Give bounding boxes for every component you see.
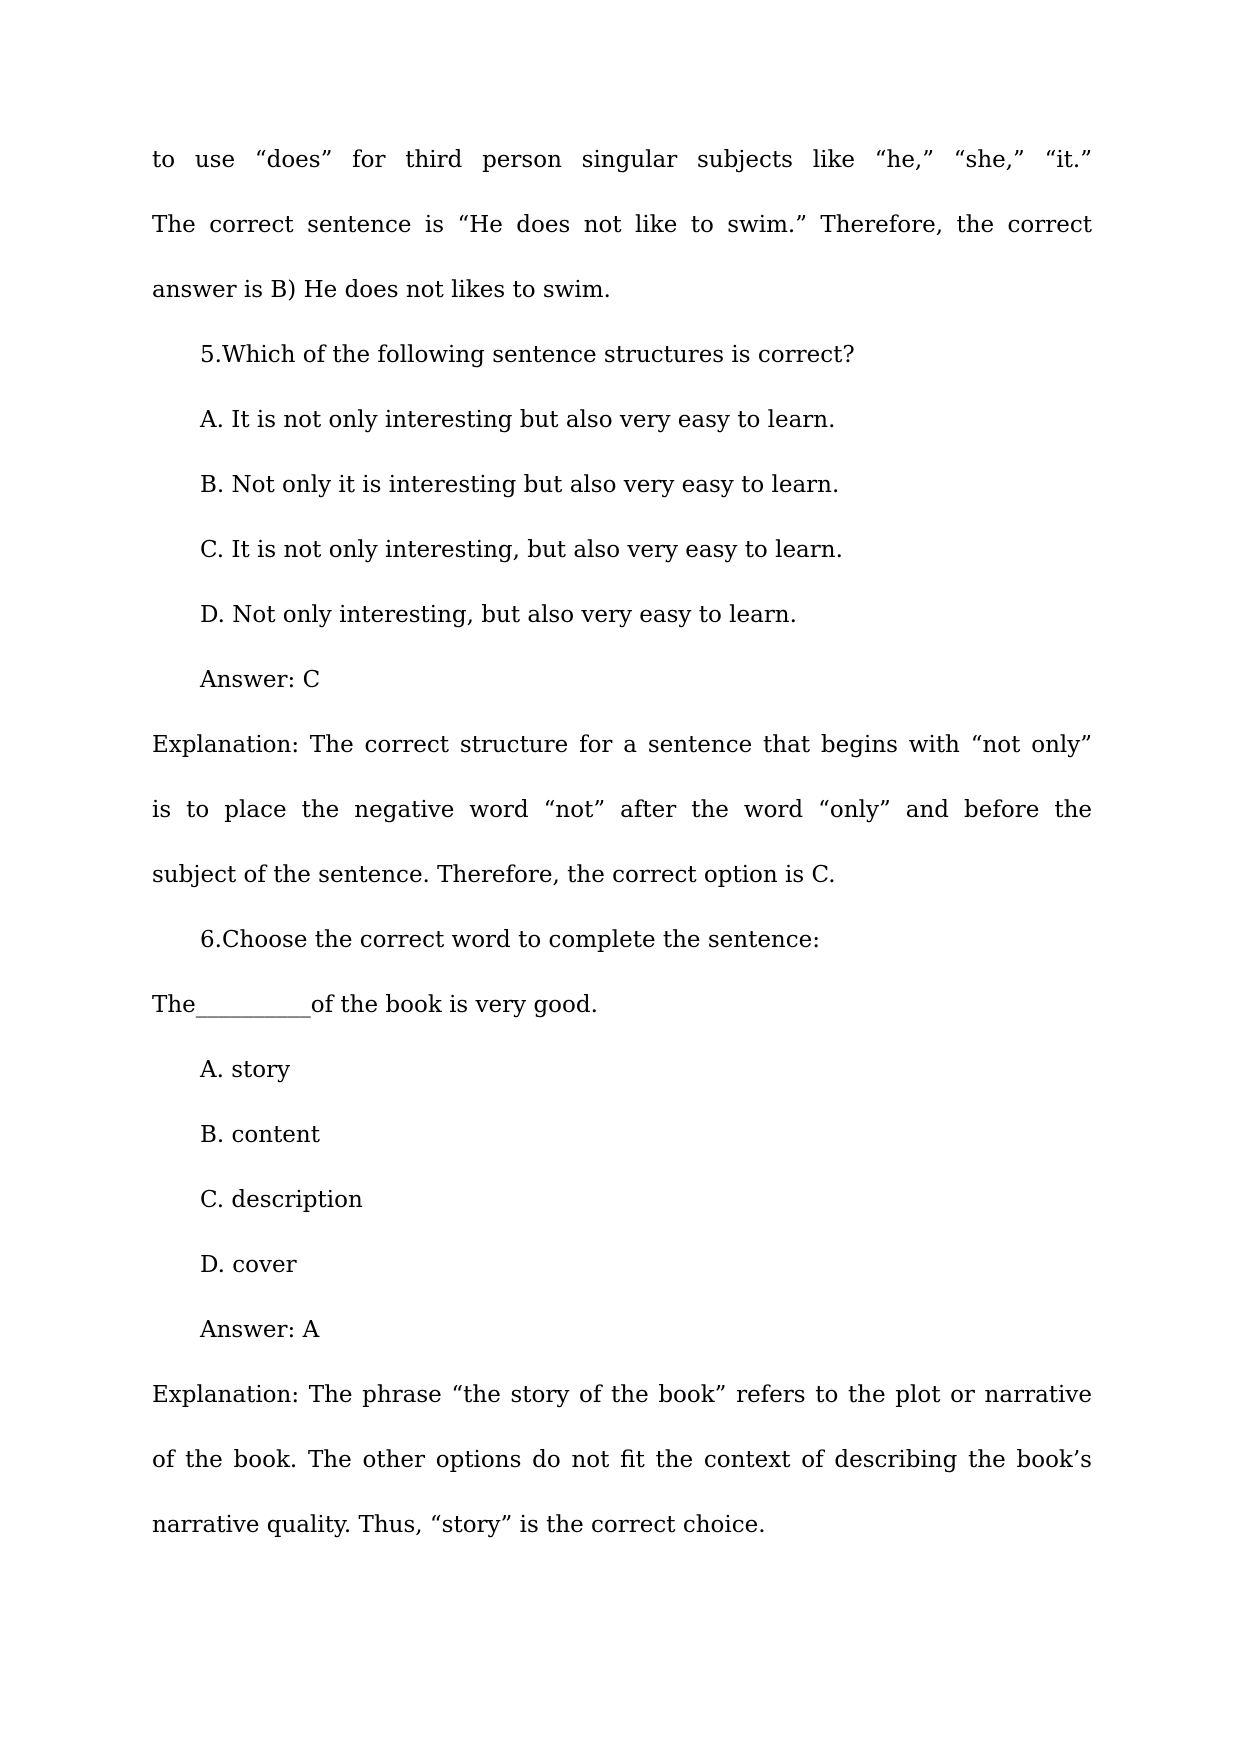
- q6-sentence: The__________of the book is very good.: [152, 992, 598, 1018]
- q5-option-d: D. Not only interesting, but also very easy to learn.: [200, 602, 797, 628]
- q6-option-b: B. content: [200, 1122, 320, 1148]
- q6-explanation-line-2: of the book. The other options do not fit the context of describing the book’s: [152, 1447, 1092, 1473]
- q5-explanation-line-3: subject of the sentence. Therefore, the correct option is C.: [152, 862, 836, 888]
- q4-explanation-line-1: to use “does” for third person singular subjects like “he,” “she,” “it.”: [152, 147, 1092, 173]
- q5-option-a: A. It is not only interesting but also very easy to learn.: [200, 407, 836, 433]
- document-body: [152, 140, 1092, 1570]
- q6-option-a: A. story: [200, 1057, 291, 1083]
- q5-prompt: 5.Which of the following sentence structures is correct?: [200, 342, 855, 368]
- q6-prompt: 6.Choose the correct word to complete the sentence:: [200, 927, 820, 953]
- q5-option-c: C. It is not only interesting, but also very easy to learn.: [200, 537, 843, 563]
- q5-option-b: B. Not only it is interesting but also very easy to learn.: [200, 472, 840, 498]
- q4-explanation-line-3: answer is B) He does not likes to swim.: [152, 277, 611, 303]
- q6-option-d: D. cover: [200, 1252, 297, 1278]
- q6-option-c: C. description: [200, 1187, 363, 1213]
- q5-answer: Answer: C: [200, 667, 321, 693]
- q5-explanation-line-2: is to place the negative word “not” after the word “only” and before the: [152, 797, 1092, 823]
- q6-explanation-line-3: narrative quality. Thus, “story” is the correct choice.: [152, 1512, 766, 1538]
- q5-explanation-line-1: Explanation: The correct structure for a sentence that begins with “not only”: [152, 732, 1092, 758]
- q4-explanation-line-2: The correct sentence is “He does not like to swim.” Therefore, the correct: [152, 212, 1092, 238]
- q6-explanation-line-1: Explanation: The phrase “the story of the book” refers to the plot or narrative: [152, 1382, 1092, 1408]
- q6-answer: Answer: A: [200, 1317, 320, 1343]
